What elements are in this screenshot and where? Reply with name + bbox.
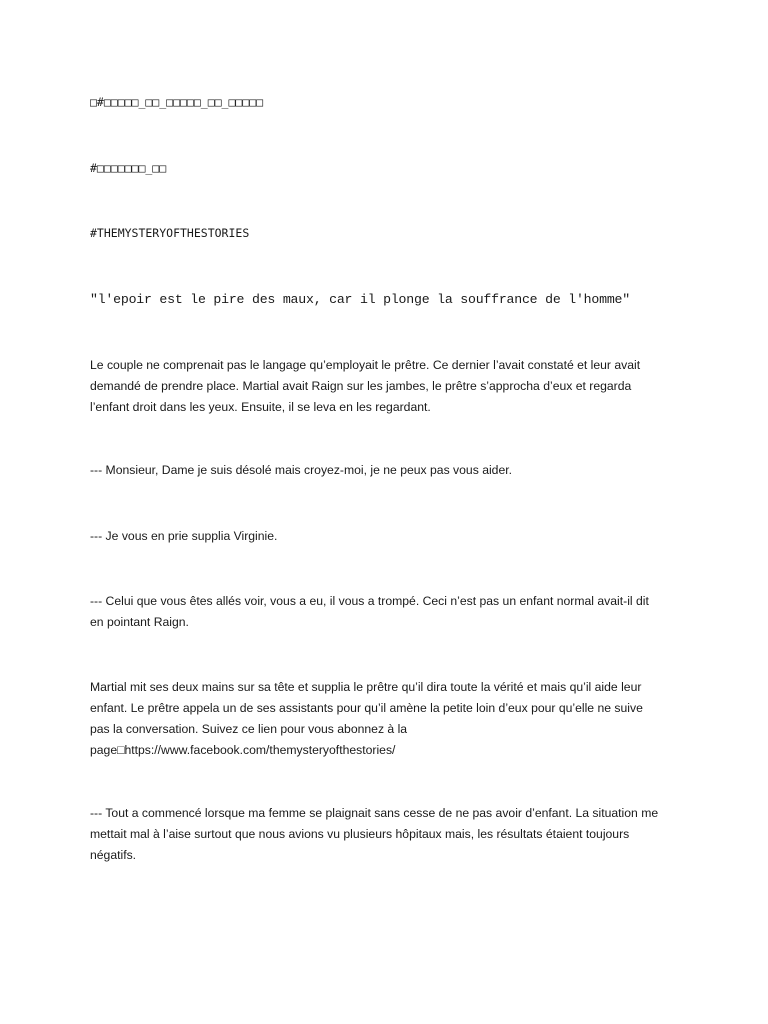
- paragraph-2: [90, 460, 690, 481]
- paragraph-5-line: pas la conversation. Suivez ce lien pour vous abonnez à la: [90, 722, 408, 736]
- paragraph-4: [90, 591, 690, 633]
- paragraph-5: [90, 677, 690, 761]
- paragraph-5-line: enfant. Le prêtre appela un de ses assistants pour qu’il amène la petite loin d’eux pour qu’elle ne suive: [90, 701, 643, 715]
- hashtag-line-2: #□□□□□□□_□□: [90, 161, 167, 175]
- paragraph-5-line: Martial mit ses deux mains sur sa tête et supplia le prêtre qu’il dira toute la vérité et mais qu’il aide leur: [90, 680, 642, 694]
- hashtag-line-3: #THEMYSTERYOFTHESTORIES: [90, 226, 250, 240]
- paragraph-4-line: --- Celui que vous êtes allés voir, vous a eu, il vous a trompé. Ceci n’est pas un enfant normal avait-il dit: [90, 594, 649, 608]
- paragraph-4-line: en pointant Raign.: [90, 615, 189, 629]
- facebook-link-line[interactable]: page□https://www.facebook.com/themysteryofthestories/: [90, 743, 396, 757]
- paragraph-6-line: négatifs.: [90, 848, 137, 862]
- paragraph-3-line: --- Je vous en prie supplia Virginie.: [90, 529, 278, 543]
- hashtag-line-1: □#□□□□□_□□_□□□□□_□□_□□□□□: [90, 95, 264, 109]
- paragraph-6: [90, 803, 690, 866]
- paragraph-1: [90, 355, 690, 418]
- paragraph-6-line: mettait mal à l’aise surtout que nous avions vu plusieurs hôpitaux mais, les résultats étaient toujours: [90, 827, 630, 841]
- paragraph-2-line: --- Monsieur, Dame je suis désolé mais croyez-moi, je ne peux pas vous aider.: [90, 463, 513, 477]
- paragraph-6-line: --- Tout a commencé lorsque ma femme se plaignait sans cesse de ne pas avoir d’enfant. La situation me: [90, 806, 659, 820]
- paragraph-3: [90, 526, 690, 547]
- quote-line: "l'epoir est le pire des maux, car il plonge la souffrance de l'homme": [90, 292, 630, 307]
- paragraph-1-line: l’enfant droit dans les yeux. Ensuite, il se leva en les regardant.: [90, 400, 431, 414]
- paragraph-1-line: demandé de prendre place. Martial avait Raign sur les jambes, le prêtre s’approcha d’eux et regarda: [90, 379, 632, 393]
- paragraph-1-line: Le couple ne comprenait pas le langage qu’employait le prêtre. Ce dernier l’avait constaté et leur avait: [90, 358, 641, 372]
